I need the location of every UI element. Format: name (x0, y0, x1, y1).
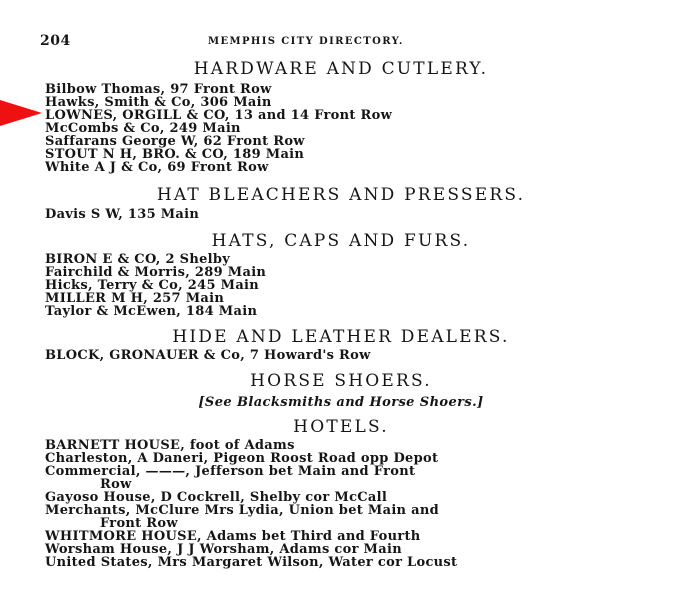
list-item-highlighted: LOWNES, ORGILL & CO, 13 and 14 Front Row (45, 108, 393, 123)
list-item: McCombs & Co, 249 Main (45, 121, 241, 136)
section-heading-hardware: HARDWARE AND CUTLERY. (193, 59, 489, 79)
list-item: Saffarans George W, 62 Front Row (45, 134, 305, 149)
section-heading-hide-leather: HIDE AND LEATHER DEALERS. (172, 327, 510, 347)
list-item: Worsham House, J J Worsham, Adams cor Main (45, 542, 402, 557)
list-item: Taylor & McEwen, 184 Main (45, 304, 258, 319)
list-item: Hicks, Terry & Co, 245 Main (45, 278, 260, 293)
list-item: Fairchild & Morris, 289 Main (45, 265, 267, 280)
cross-reference-note: [See Blacksmiths and Horse Shoers.] (198, 395, 484, 410)
list-item-continuation: Front Row (100, 516, 178, 531)
list-item-continuation: Row (100, 477, 132, 492)
list-item: BLOCK, GRONAUER & Co, 7 Howard's Row (45, 348, 371, 363)
list-item: Charleston, A Daneri, Pigeon Roost Road opp Depot (45, 451, 439, 466)
list-item: Hawks, Smith & Co, 306 Main (45, 95, 272, 110)
list-item: MILLER M H, 257 Main (45, 291, 225, 306)
list-item: Commercial, ———, Jefferson bet Main and Front (45, 464, 416, 479)
list-item: STOUT N H, BRO. & CO, 189 Main (45, 147, 305, 162)
list-item: BARNETT HOUSE, foot of Adams (45, 438, 295, 453)
list-item: Gayoso House, D Cockrell, Shelby cor McCall (45, 490, 388, 505)
red-arrow-pointer-icon (0, 100, 42, 126)
page-number: 204 (40, 33, 71, 49)
list-item: White A J & Co, 69 Front Row (45, 160, 269, 175)
section-heading-hats: HATS, CAPS AND FURS. (211, 231, 471, 251)
section-heading-horse-shoers: HORSE SHOERS. (250, 371, 432, 391)
list-item: Davis S W, 135 Main (45, 207, 200, 222)
list-item: United States, Mrs Margaret Wilson, Water cor Locust (45, 555, 458, 570)
section-heading-hotels: HOTELS. (293, 417, 389, 437)
list-item: Merchants, McClure Mrs Lydia, Union bet Main and (45, 503, 439, 518)
list-item: BIRON E & CO, 2 Shelby (45, 252, 231, 267)
running-title: MEMPHIS CITY DIRECTORY. (208, 36, 404, 47)
list-item: Bilbow Thomas, 97 Front Row (45, 82, 272, 97)
section-heading-hat-bleachers: HAT BLEACHERS AND PRESSERS. (156, 185, 526, 205)
list-item: WHITMORE HOUSE, Adams bet Third and Fourth (45, 529, 421, 544)
